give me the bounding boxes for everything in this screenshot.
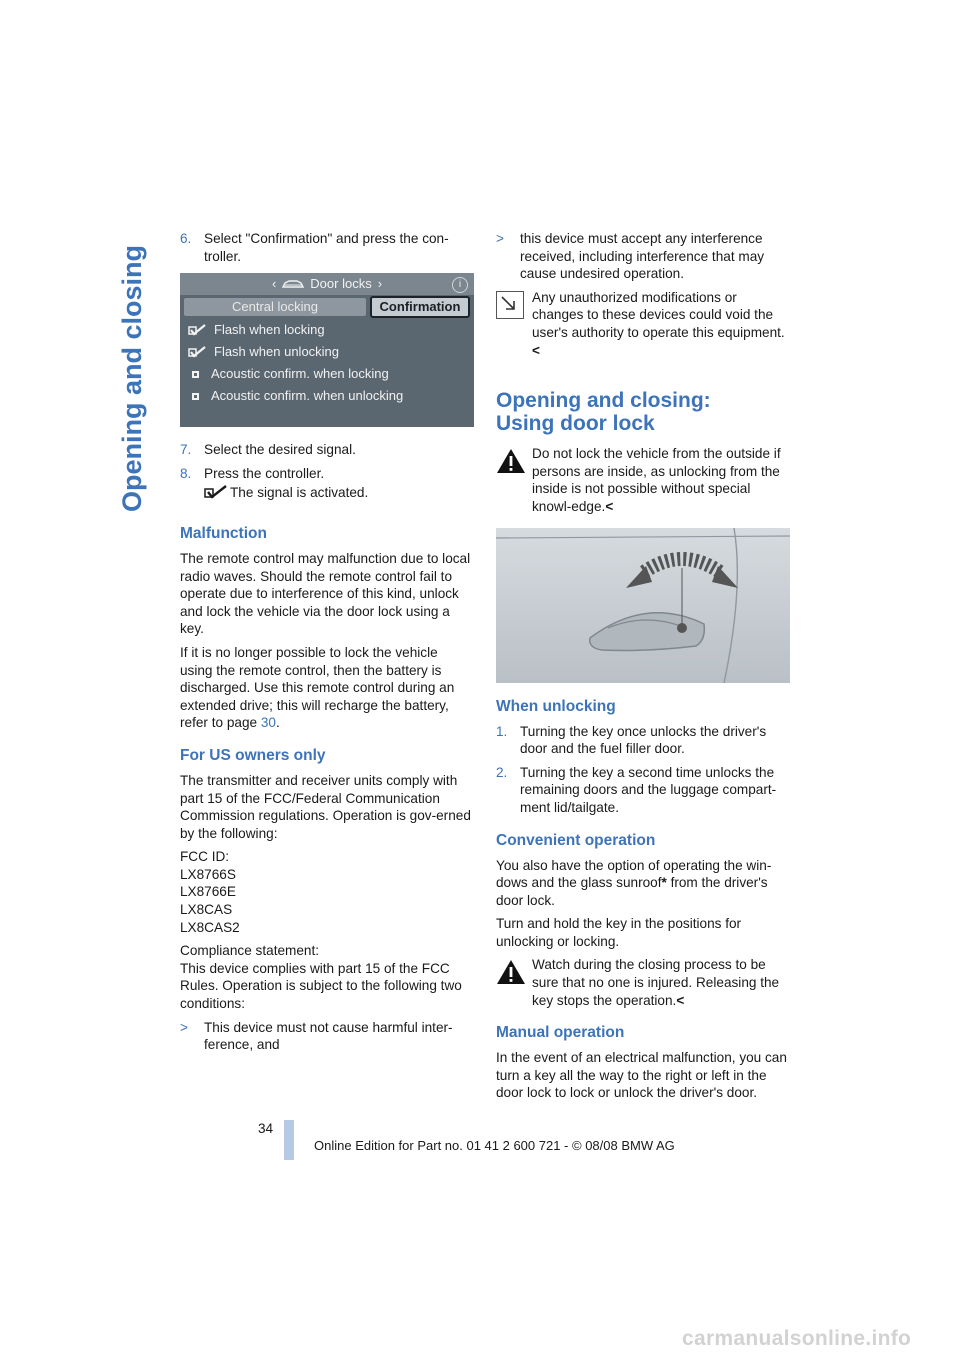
option-label: Flash when unlocking: [214, 344, 340, 360]
door-locks-screen: [180, 273, 474, 427]
us-paragraph: The transmitter and receiver units comply with part 15 of the FCC/Federal Communication Commission regulations. Operation is gov-erned by the following:: [180, 772, 471, 841]
page-number: 34: [258, 1121, 274, 1136]
condition-bullet-1: [180, 1019, 472, 1054]
step-sub-label: The signal is activated.: [230, 485, 369, 501]
checkbox-icon: [192, 393, 199, 400]
end-mark: <: [532, 342, 540, 358]
step-8: [180, 465, 472, 483]
checkmark-icon: [188, 346, 206, 358]
step-text: Press the controller.: [204, 465, 325, 481]
warning-text: Do not lock the vehicle from the outside if persons are inside, as unlocking from the inside is not possible without special knowl-edge.: [532, 446, 781, 514]
option-label: Acoustic confirm. when unlocking: [211, 388, 404, 404]
chapter-side-title: Opening and closing: [117, 244, 147, 512]
footer-edition-text: Online Edition for Part no. 01 41 2 600 721 - © 08/08 BMW AG: [314, 1138, 675, 1153]
heading-manual-operation: Manual operation: [496, 1024, 625, 1042]
option-label: Flash when locking: [214, 322, 325, 338]
step-text: Turning the key once unlocks the driver's door and the fuel filler door.: [520, 723, 767, 757]
bullet-text: This device must not cause harmful inter-ference, and: [204, 1019, 453, 1053]
unlock-step-2: [496, 764, 790, 817]
convenient-paragraph-1: You also have the option of operating the win-dows and the glass sunroof* from the driver's door lock.: [496, 857, 772, 908]
step-text: Turning the key a second time unlocks the remaining doors and the luggage compart-ment lid/tailgate.: [520, 764, 777, 815]
malfunction-paragraph-1: The remote control may malfunction due to local radio waves. Should the remote control fail to operate due to interference of this kind, unlock and lock the vehicle via the door lock using a key.: [180, 550, 471, 637]
warning-icon: [496, 958, 526, 986]
step-8-sub: [180, 484, 472, 510]
option-label: Acoustic confirm. when locking: [211, 366, 389, 382]
step-number: 1.: [496, 723, 508, 739]
footer-accent-bar: [284, 1120, 294, 1160]
step-number: 6.: [180, 231, 192, 246]
step-text: Select "Confirmation" and press the con-troller.: [204, 231, 449, 264]
chevron-right-icon: ›: [377, 276, 383, 292]
page-link[interactable]: 30: [260, 715, 276, 731]
site-watermark: carmanualsonline.info: [682, 1327, 912, 1350]
option-acoustic-unlocking[interactable]: [180, 385, 474, 407]
screen-header-title: Door locks: [310, 276, 372, 292]
step-number: 2.: [496, 764, 508, 780]
door-handle-illustration: [496, 528, 790, 683]
right-column: [496, 230, 790, 1108]
condition-bullet-2: [496, 230, 790, 283]
tab-central-locking[interactable]: Central locking: [184, 298, 366, 316]
step-number: 7.: [180, 442, 192, 458]
malfunction-paragraph-2: If it is no longer possible to lock the vehicle using the remote control, then the battery is discharged. Use this remote control during an extended drive; this will recharge the battery, refer to page 30.: [180, 644, 455, 731]
step-7: [180, 441, 472, 459]
convenient-paragraph-2: Turn and hold the key in the positions for unlocking or locking.: [496, 916, 742, 949]
fcc-id-block: FCC ID: LX8766S LX8766E LX8CAS LX8CAS2: [180, 849, 240, 935]
chevron-left-icon: ‹: [271, 276, 277, 292]
compliance-statement: Compliance statement: This device complies with part 15 of the FCC Rules. Operation is subject to the following two conditions:: [180, 943, 462, 1012]
step-number: 8.: [180, 465, 192, 481]
heading-us-owners: For US owners only: [180, 746, 326, 764]
tab-confirmation[interactable]: Confirmation: [370, 296, 470, 318]
warning-icon: [496, 447, 526, 475]
note-arrow-icon: [496, 291, 524, 319]
left-column: [180, 230, 472, 1060]
screen-header: [180, 273, 474, 295]
option-flash-unlocking[interactable]: [180, 341, 474, 363]
car-icon: [282, 279, 304, 289]
warning-box-2: Watch during the closing process to be sure that no one is injured. Releasing the key stops the operation.<: [496, 956, 790, 1009]
warning-box-1: Do not lock the vehicle from the outside if persons are inside, as unlocking from the inside is not possible without special knowl-edge.<: [496, 445, 790, 515]
heading-convenient-operation: Convenient operation: [496, 831, 656, 849]
bullet-text: this device must accept any interference received, including interference that may cause undesired operation.: [520, 231, 765, 282]
option-acoustic-locking[interactable]: [180, 363, 474, 385]
step-sub-text: [204, 484, 472, 502]
manual-paragraph: In the event of an electrical malfunction, you can turn a key all the way to the right or left in the door lock to lock or unlock the driver's door.: [496, 1050, 787, 1101]
step-text: Select the desired signal.: [204, 442, 356, 458]
checkbox-icon: [192, 371, 199, 378]
screen-tabs: [180, 295, 474, 319]
bullet-mark: >: [180, 1019, 188, 1035]
unlock-step-1: [496, 723, 790, 758]
optional-equipment-star: *: [661, 875, 667, 891]
heading-when-unlocking: When unlocking: [496, 697, 616, 715]
bullet-mark: >: [496, 231, 504, 246]
option-flash-locking[interactable]: [180, 319, 474, 341]
note-text: Any unauthorized modifications or changes to these devices could void the user's authority to operate this equipment.: [532, 289, 785, 340]
main-heading: Opening and closing: Using door lock: [496, 389, 711, 436]
step-6: [180, 230, 472, 265]
note-box: [496, 289, 790, 359]
door-lock-illustration: [496, 528, 790, 683]
checkmark-icon: [188, 324, 206, 336]
checkmark-icon: [204, 485, 228, 499]
heading-malfunction: Malfunction: [180, 524, 267, 542]
warning-text: Watch during the closing process to be sure that no one is injured. Releasing the key stops the operation.: [532, 957, 780, 1008]
info-icon: i: [452, 277, 468, 293]
